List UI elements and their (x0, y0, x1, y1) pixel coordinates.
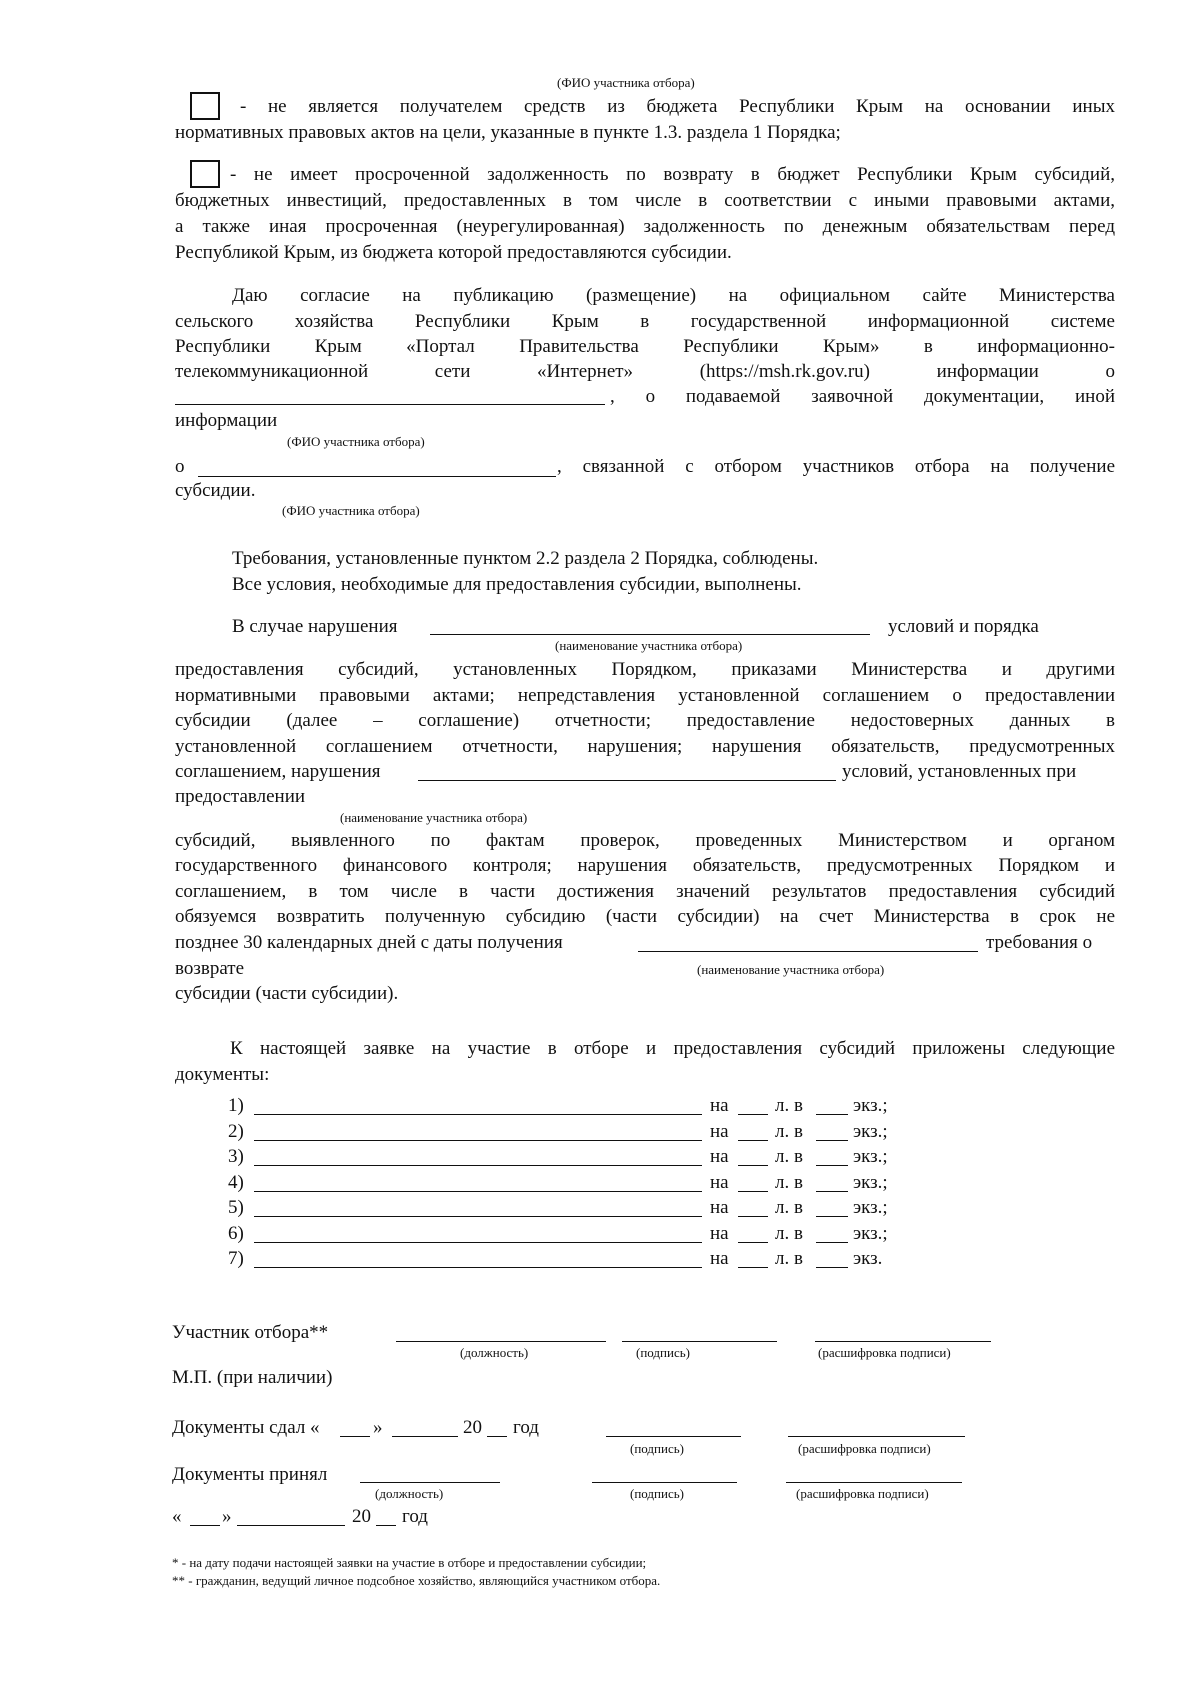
violation-line12-start: позднее 30 календарных дней с даты получения (175, 932, 563, 953)
accepted-quote-close: » (222, 1506, 232, 1527)
attachment-name-blank[interactable] (254, 1216, 702, 1217)
item2-line4: Республикой Крым, из бюджета которой предоставляются субсидии. (175, 242, 732, 263)
attachment-sheets-blank[interactable] (738, 1114, 768, 1115)
attachment-sheets-label: л. в (775, 1146, 803, 1167)
participant-signature-blank[interactable] (622, 1341, 777, 1342)
attachment-sheets-label: л. в (775, 1197, 803, 1218)
violation-line7: предоставлении (175, 786, 306, 807)
consent-line4: телекоммуникационной сети «Интернет» (https://msh.rk.gov.ru) информации о (175, 361, 1115, 382)
attachment-sheets-blank[interactable] (738, 1216, 768, 1217)
fio-blank-2[interactable] (198, 476, 556, 477)
participant-name-blank-1[interactable] (430, 634, 870, 635)
participant-label: Участник отбора** (172, 1322, 329, 1343)
attachment-copies-label: экз.; (853, 1120, 888, 1142)
participant-name-blank-2[interactable] (418, 780, 836, 781)
attachment-copies-blank[interactable] (816, 1191, 848, 1192)
attachment-sheets-blank[interactable] (738, 1267, 768, 1268)
attachment-copies-blank[interactable] (816, 1140, 848, 1141)
attachment-name-blank[interactable] (254, 1242, 702, 1243)
attachment-na-label: на (710, 1222, 729, 1244)
consent-line6: информации (175, 410, 278, 431)
attachment-na-label: на (710, 1197, 729, 1218)
violation-line14: субсидии (части субсидии). (175, 983, 399, 1004)
attachment-number: 4) (228, 1171, 244, 1193)
violation-line4: субсидии (далее – соглашение) отчетности; предоставление недостоверных данных в (175, 710, 1115, 731)
accepted-position-blank[interactable] (360, 1482, 500, 1483)
accepted-day-blank[interactable] (190, 1525, 220, 1526)
attachment-na-label: на (710, 1248, 729, 1269)
participant-decode-blank[interactable] (815, 1341, 991, 1342)
attachment-copies-blank[interactable] (816, 1114, 848, 1115)
consent-line2: сельского хозяйства Республики Крым в государственной информационной системе (175, 311, 1115, 332)
footnote-1: * - на дату подачи настоящей заявки на участие в отборе и предоставлении субсидии; (172, 1555, 647, 1570)
submitted-quote-close: » (373, 1417, 383, 1438)
submitted-signature-blank[interactable] (606, 1436, 741, 1437)
attachment-copies-label: экз.; (853, 1146, 888, 1167)
attachment-name-blank[interactable] (254, 1267, 702, 1268)
consent-line1: Даю согласие на публикацию (размещение) на официальном сайте Министерства (232, 285, 1115, 306)
requirements-line1: Требования, установленные пунктом 2.2 раздела 2 Порядка, соблюдены. (232, 548, 819, 569)
attachment-sheets-blank[interactable] (738, 1165, 768, 1166)
attachment-sheets-blank[interactable] (738, 1242, 768, 1243)
item2-line1: - не имеет просроченной задолженность по возврату в бюджет Республики Крым субсидий, (230, 164, 1115, 185)
accepted-year-prefix: 20 (352, 1506, 371, 1527)
attachment-copies-blank[interactable] (816, 1267, 848, 1268)
violation-caption-1: (наименование участника отбора) (555, 638, 743, 653)
attachment-number: 5) (228, 1197, 244, 1218)
participant-signature-caption: (подпись) (636, 1345, 690, 1360)
violation-line13: возврате (175, 958, 244, 979)
attachment-copies-label: экз.; (853, 1171, 888, 1193)
violation-line6-start: соглашением, нарушения (175, 761, 381, 782)
accepted-month-blank[interactable] (237, 1525, 345, 1526)
attachment-sheets-blank[interactable] (738, 1140, 768, 1141)
attachment-copies-blank[interactable] (816, 1165, 848, 1166)
consent-line8: субсидии. (175, 480, 256, 501)
submitted-year-blank[interactable] (487, 1436, 507, 1437)
participant-position-caption: (должность) (460, 1345, 529, 1360)
attachment-na-label: на (710, 1171, 729, 1193)
accepted-year-blank[interactable] (376, 1525, 396, 1526)
attachment-sheets-label: л. в (775, 1120, 803, 1142)
violation-line9: государственного финансового контроля; нарушения обязательств, предусмотренных Порядком и (175, 855, 1115, 876)
attachment-sheets-label: л. в (775, 1171, 803, 1193)
violation-line1-end: условий и порядка (888, 616, 1039, 637)
violation-caption-3: (наименование участника отбора) (697, 962, 885, 977)
attachment-sheets-label: л. в (775, 1095, 803, 1116)
submitted-signature-caption: (подпись) (630, 1441, 684, 1456)
attachment-copies-label: экз.; (853, 1197, 888, 1218)
accepted-label: Документы принял (172, 1464, 328, 1485)
footnote-2: ** - гражданин, ведущий личное подсобное хозяйство, являющийся участником отбора. (172, 1573, 661, 1588)
attachment-na-label: на (710, 1095, 729, 1116)
seal-label: М.П. (при наличии) (172, 1367, 333, 1388)
submitted-decode-blank[interactable] (788, 1436, 965, 1437)
consent-line3: Республики Крым «Портал Правительства Республики Крым» в информационно- (175, 336, 1115, 357)
accepted-god: год (402, 1506, 428, 1527)
attachment-number: 1) (228, 1095, 244, 1116)
violation-line11: обязуемся возвратить полученную субсидию (части субсидии) на счет Министерства в срок не (175, 906, 1115, 927)
submitted-year-prefix: 20 (463, 1417, 482, 1438)
accepted-position-caption: (должность) (375, 1486, 444, 1501)
top-caption: (ФИО участника отбора) (557, 75, 695, 90)
submitted-day-blank[interactable] (340, 1436, 370, 1437)
attachment-na-label: на (710, 1146, 729, 1167)
violation-line5: установленной соглашением отчетности, нарушения; нарушения обязательств, предусмотренных (175, 736, 1115, 757)
consent-line7-end: , связанной с отбором участников отбора на получение (557, 456, 1115, 477)
consent-line5: , о подаваемой заявочной документации, иной (610, 386, 1115, 407)
attachment-name-blank[interactable] (254, 1165, 702, 1166)
violation-line1-start: В случае нарушения (232, 616, 398, 637)
violation-line12-end: требования о (986, 932, 1093, 953)
violation-line2: предоставления субсидий, установленных Порядком, приказами Министерства и другими (175, 659, 1115, 680)
attachments-line1: К настоящей заявке на участие в отборе и предоставления субсидий приложены следующие (230, 1038, 1115, 1059)
violation-line3: нормативными правовыми актами; непредставления установленной соглашением о предоставлении (175, 685, 1115, 706)
submitted-decode-caption: (расшифровка подписи) (798, 1441, 931, 1456)
attachment-sheets-blank[interactable] (738, 1191, 768, 1192)
accepted-decode-blank[interactable] (786, 1482, 962, 1483)
attachment-number: 3) (228, 1146, 244, 1167)
violation-line8: субсидий, выявленного по фактам проверок, проведенных Министерством и органом (175, 830, 1115, 851)
attachment-copies-blank[interactable] (816, 1242, 848, 1243)
item2-line3: а также иная просроченная (неурегулированная) задолженность по денежным обязательствам перед (175, 216, 1115, 237)
attachment-name-blank[interactable] (254, 1191, 702, 1192)
accepted-decode-caption: (расшифровка подписи) (796, 1486, 929, 1501)
fio-blank-1[interactable] (175, 404, 605, 405)
attachment-sheets-label: л. в (775, 1222, 803, 1244)
consent-caption-2: (ФИО участника отбора) (282, 503, 420, 518)
accepted-signature-caption: (подпись) (630, 1486, 684, 1501)
attachment-copies-label: экз. (853, 1248, 883, 1269)
attachment-number: 6) (228, 1222, 244, 1244)
accepted-signature-blank[interactable] (592, 1482, 737, 1483)
violation-line6-end: условий, установленных при (842, 761, 1077, 782)
attachment-name-blank[interactable] (254, 1140, 702, 1141)
participant-decode-caption: (расшифровка подписи) (818, 1345, 951, 1360)
submitted-god: год (513, 1417, 539, 1438)
attachment-sheets-label: л. в (775, 1248, 803, 1269)
attachment-number: 2) (228, 1120, 244, 1142)
violation-caption-2: (наименование участника отбора) (340, 810, 528, 825)
participant-name-blank-3[interactable] (638, 951, 978, 952)
attachment-copies-label: экз.; (853, 1095, 888, 1116)
checkbox-no-overdue-debt[interactable] (190, 160, 220, 188)
requirements-line2: Все условия, необходимые для предоставления субсидии, выполнены. (232, 574, 802, 595)
item1-line2: нормативных правовых актов на цели, указанные в пункте 1.3. раздела 1 Порядка; (175, 122, 841, 143)
attachment-na-label: на (710, 1120, 729, 1142)
checkbox-not-recipient[interactable] (190, 92, 220, 120)
submitted-month-blank[interactable] (392, 1436, 458, 1437)
attachment-name-blank[interactable] (254, 1114, 702, 1115)
violation-line10: соглашением, в том числе в части достижения значений результатов предоставления субсидий (175, 881, 1115, 902)
submitted-label: Документы сдал « (172, 1417, 320, 1438)
accepted-quote-open: « (172, 1506, 182, 1527)
attachment-copies-blank[interactable] (816, 1216, 848, 1217)
attachment-number: 7) (228, 1248, 244, 1269)
consent-line7-start: о (175, 456, 185, 477)
attachment-copies-label: экз.; (853, 1222, 888, 1244)
consent-caption-1: (ФИО участника отбора) (287, 434, 425, 449)
item1-line1: - не является получателем средств из бюджета Республики Крым на основании иных (240, 96, 1115, 117)
attachments-line2: документы: (175, 1064, 270, 1085)
participant-position-blank[interactable] (396, 1341, 606, 1342)
item2-line2: бюджетных инвестиций, предоставленных в том числе в соответствии с иными правовыми актами, (175, 190, 1115, 211)
